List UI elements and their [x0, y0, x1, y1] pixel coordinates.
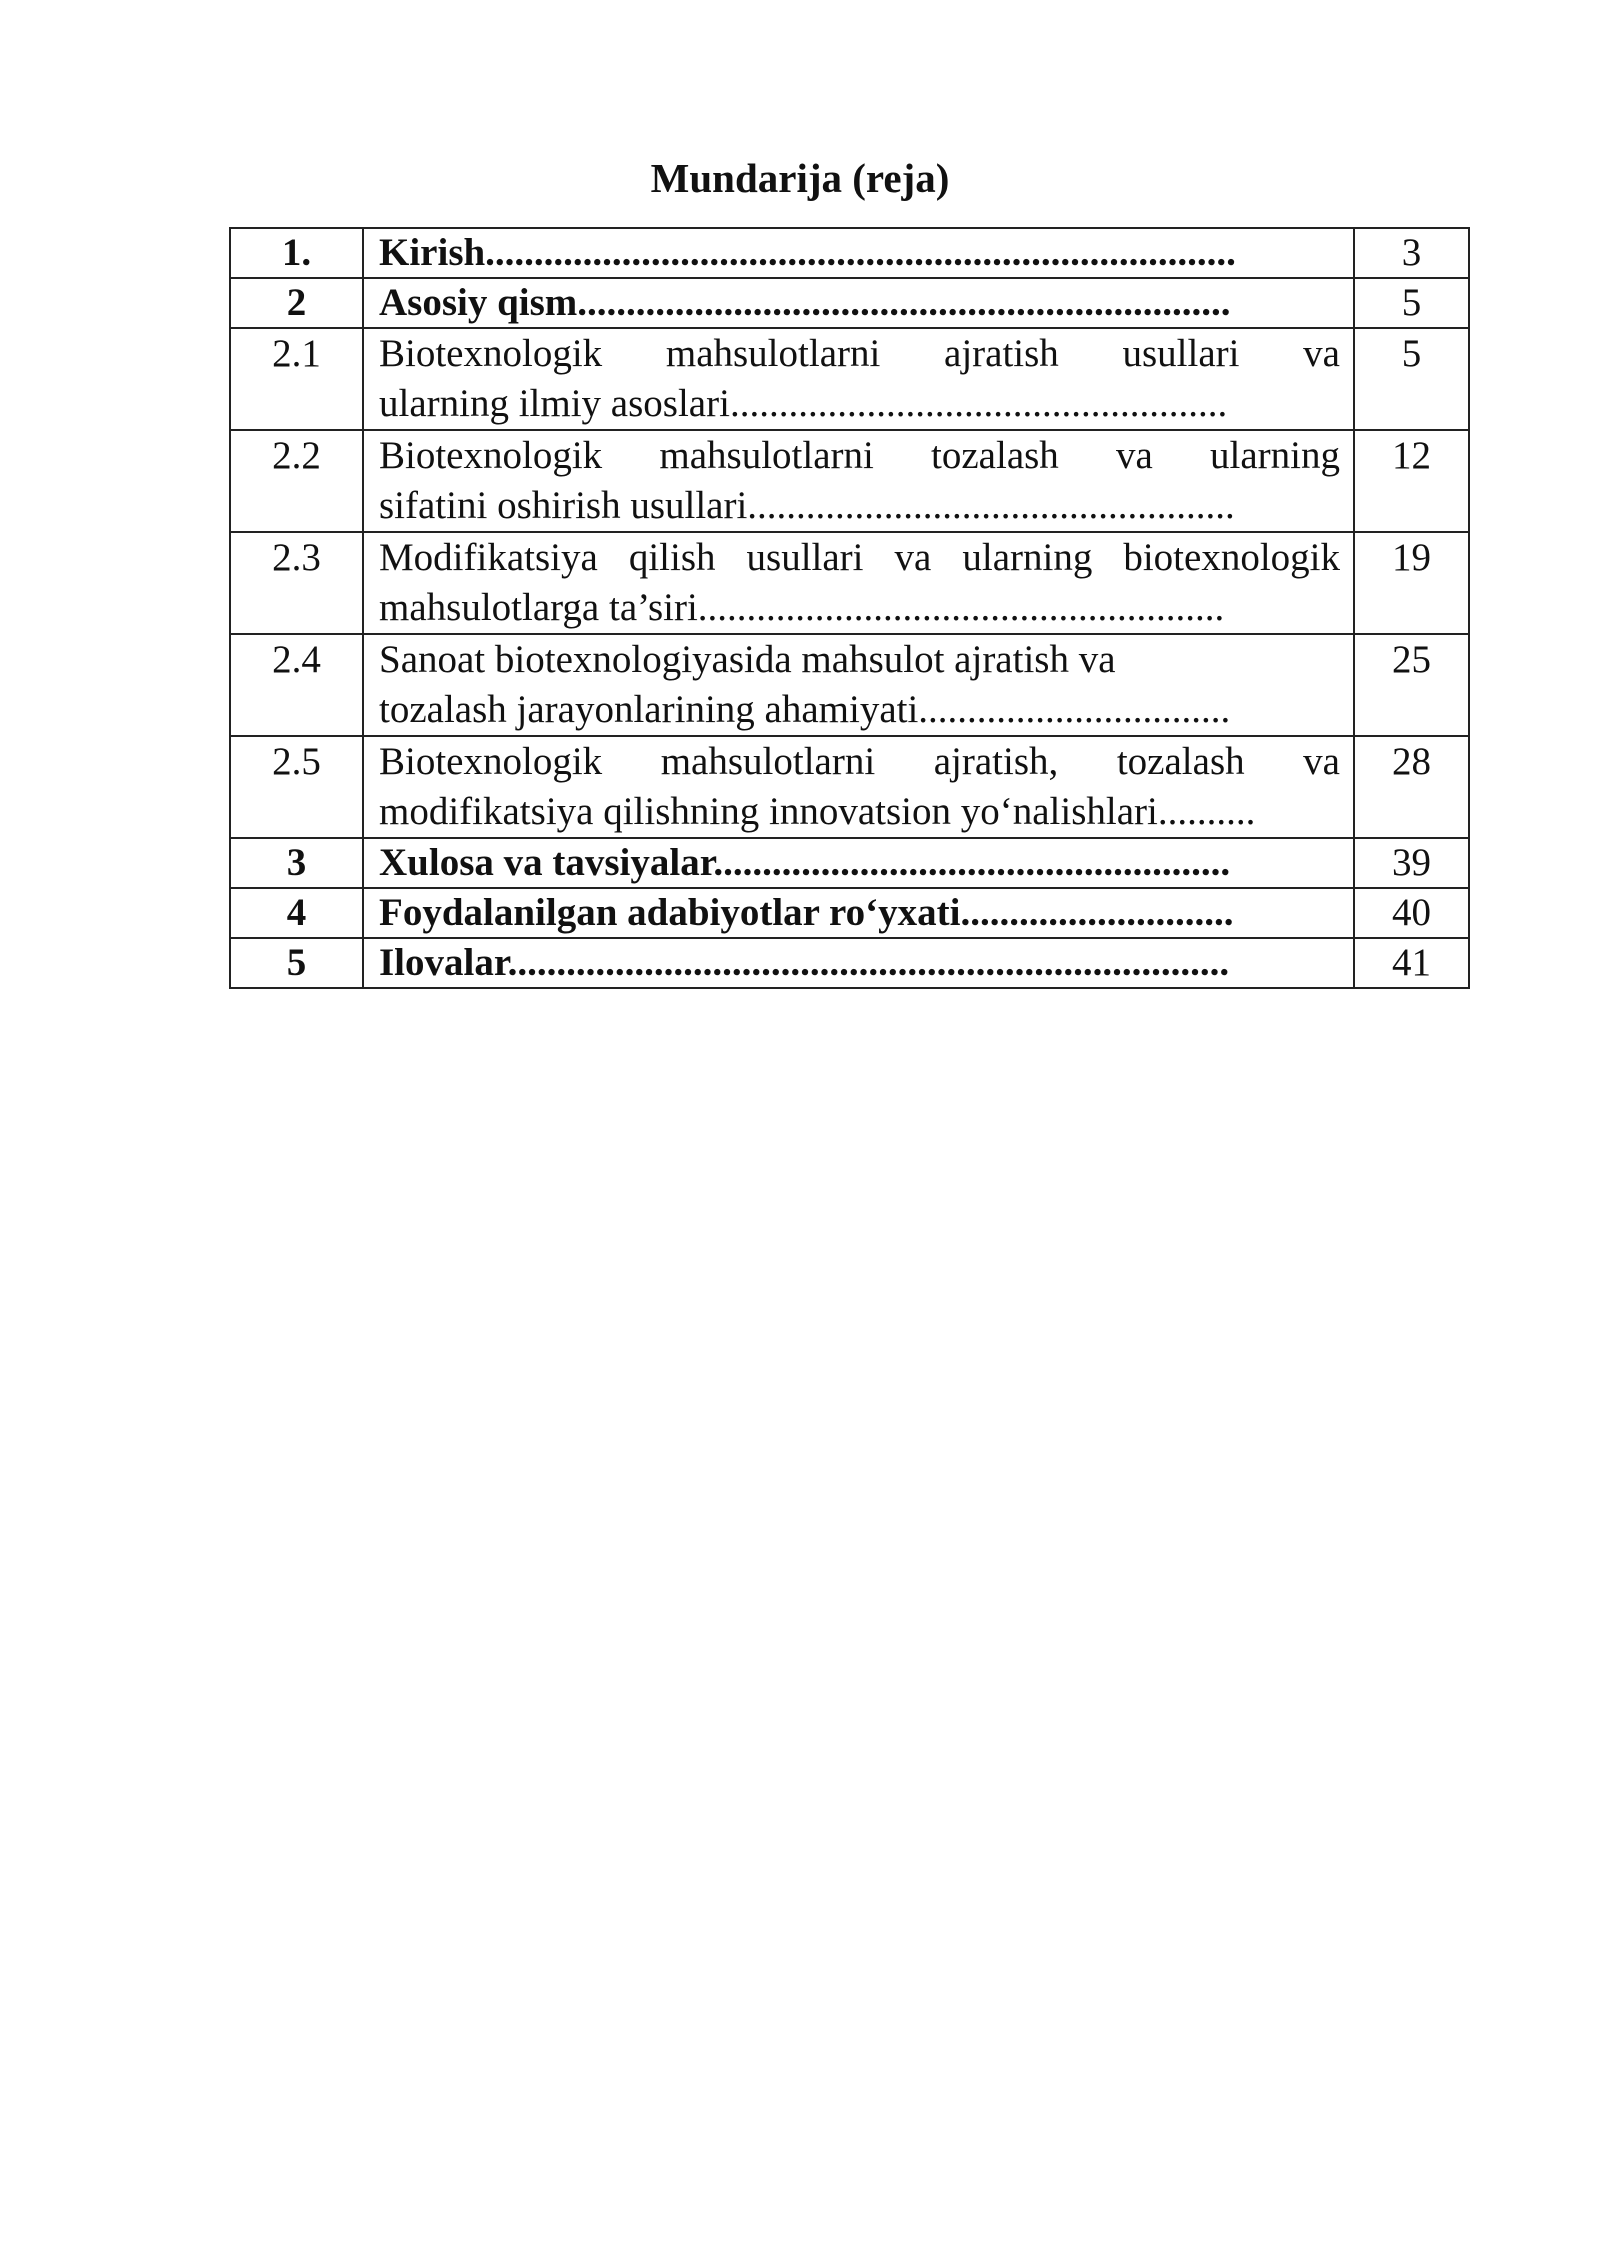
toc-section-number: 5 — [230, 938, 363, 988]
toc-section-title — [363, 430, 1354, 532]
toc-section-title — [363, 228, 1354, 278]
toc-page-number: 40 — [1354, 888, 1469, 938]
toc-row — [230, 228, 1469, 278]
toc-section-number: 3 — [230, 838, 363, 888]
toc-page-number: 5 — [1354, 328, 1469, 430]
toc-row — [230, 736, 1469, 838]
toc-page-number: 25 — [1354, 634, 1469, 736]
toc-row — [230, 532, 1469, 634]
toc-row — [230, 328, 1469, 430]
toc-section-title — [363, 938, 1354, 988]
toc-row — [230, 634, 1469, 736]
toc-row — [230, 430, 1469, 532]
table-of-contents — [229, 227, 1470, 989]
toc-title-line: Biotexnologik mahsulotlarni ajratish, tozalash va — [379, 740, 1340, 783]
page-title: Mundarija (reja) — [650, 155, 950, 201]
toc-row — [230, 838, 1469, 888]
toc-section-number: 2 — [230, 278, 363, 328]
toc-section-title — [363, 888, 1354, 938]
toc-section-number: 2.1 — [230, 328, 363, 430]
toc-row — [230, 888, 1469, 938]
toc-section-title — [363, 532, 1354, 634]
toc-page-number: 41 — [1354, 938, 1469, 988]
toc-title-line: ularning ilmiy asoslari................................................... — [379, 382, 1228, 425]
toc-title-line: Asosiy qism................................................................... — [379, 281, 1231, 324]
toc-row — [230, 278, 1469, 328]
toc-title-line: tozalash jarayonlarining ahamiyati................................ — [379, 688, 1231, 731]
toc-section-number: 2.4 — [230, 634, 363, 736]
toc-title-line: mahsulotlarga ta’siri...................................................... — [379, 586, 1225, 629]
toc-section-title — [363, 278, 1354, 328]
toc-body — [230, 228, 1469, 988]
toc-page-number: 39 — [1354, 838, 1469, 888]
toc-row — [230, 938, 1469, 988]
toc-title-line: Ilovalar.......................................................................... — [379, 941, 1230, 984]
toc-section-title — [363, 328, 1354, 430]
toc-section-number: 2.2 — [230, 430, 363, 532]
toc-title-line: Kirish............................................................................. — [379, 231, 1236, 274]
toc-title-line: Biotexnologik mahsulotlarni tozalash va ularning — [379, 434, 1340, 477]
toc-section-title — [363, 634, 1354, 736]
toc-page-number: 28 — [1354, 736, 1469, 838]
toc-section-number: 1. — [230, 228, 363, 278]
toc-title-line: Sanoat biotexnologiyasida mahsulot ajratish va — [379, 638, 1116, 681]
toc-section-title — [363, 736, 1354, 838]
toc-title-line: Xulosa va tavsiyalar..................................................... — [379, 841, 1231, 884]
toc-section-number: 2.3 — [230, 532, 363, 634]
toc-section-number: 4 — [230, 888, 363, 938]
toc-page-number: 5 — [1354, 278, 1469, 328]
toc-page-number: 19 — [1354, 532, 1469, 634]
toc-section-number: 2.5 — [230, 736, 363, 838]
toc-title-line: Modifikatsiya qilish usullari va ularning biotexnologik — [379, 536, 1340, 579]
toc-page-number: 3 — [1354, 228, 1469, 278]
toc-section-title — [363, 838, 1354, 888]
toc-title-line: modifikatsiya qilishning innovatsion yo‘nalishlari.......... — [379, 790, 1256, 833]
toc-title-line: sifatini oshirish usullari.................................................. — [379, 484, 1235, 527]
toc-title-line: Foydalanilgan adabiyotlar ro‘yxati............................ — [379, 891, 1234, 934]
toc-page-number: 12 — [1354, 430, 1469, 532]
toc-title-line: Biotexnologik mahsulotlarni ajratish usullari va — [379, 332, 1340, 375]
